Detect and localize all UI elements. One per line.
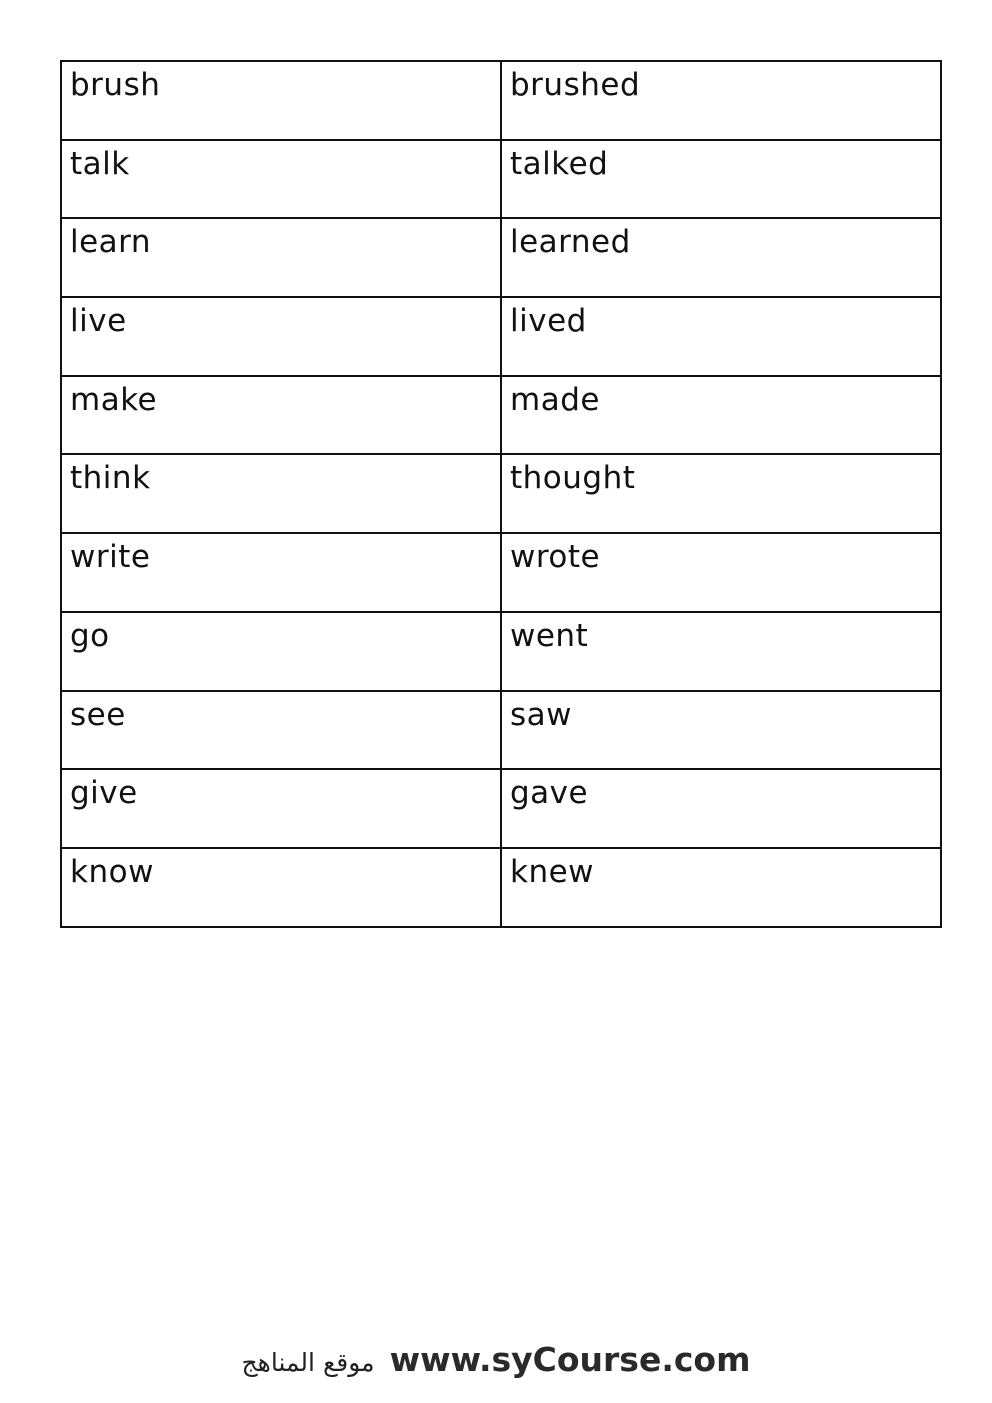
past-verb-cell: made bbox=[501, 376, 941, 455]
table-row bbox=[61, 691, 941, 770]
past-verb-cell: brushed bbox=[501, 61, 941, 140]
past-verb-cell: gave bbox=[501, 769, 941, 848]
site-url-link[interactable]: www.syCourse.com bbox=[389, 1340, 751, 1379]
past-verb-cell: talked bbox=[501, 140, 941, 219]
base-verb-cell: brush bbox=[61, 61, 501, 140]
table-row bbox=[61, 612, 941, 691]
past-verb-cell: lived bbox=[501, 297, 941, 376]
base-verb-cell: talk bbox=[61, 140, 501, 219]
table-row bbox=[61, 140, 941, 219]
table-row bbox=[61, 218, 941, 297]
table-row bbox=[61, 848, 941, 927]
table-row bbox=[61, 533, 941, 612]
base-verb-cell: know bbox=[61, 848, 501, 927]
site-footer bbox=[0, 1340, 992, 1379]
past-verb-cell: thought bbox=[501, 454, 941, 533]
verb-table bbox=[60, 60, 942, 928]
base-verb-cell: learn bbox=[61, 218, 501, 297]
base-verb-cell: live bbox=[61, 297, 501, 376]
past-verb-cell: went bbox=[501, 612, 941, 691]
base-verb-cell: give bbox=[61, 769, 501, 848]
base-verb-cell: think bbox=[61, 454, 501, 533]
table-row bbox=[61, 61, 941, 140]
table-row bbox=[61, 769, 941, 848]
past-verb-cell: wrote bbox=[501, 533, 941, 612]
base-verb-cell: see bbox=[61, 691, 501, 770]
site-name-arabic: موقع المناهج bbox=[241, 1348, 375, 1377]
past-verb-cell: saw bbox=[501, 691, 941, 770]
table-row bbox=[61, 376, 941, 455]
past-verb-cell: knew bbox=[501, 848, 941, 927]
base-verb-cell: write bbox=[61, 533, 501, 612]
table-row bbox=[61, 454, 941, 533]
base-verb-cell: make bbox=[61, 376, 501, 455]
table-row bbox=[61, 297, 941, 376]
past-verb-cell: learned bbox=[501, 218, 941, 297]
base-verb-cell: go bbox=[61, 612, 501, 691]
